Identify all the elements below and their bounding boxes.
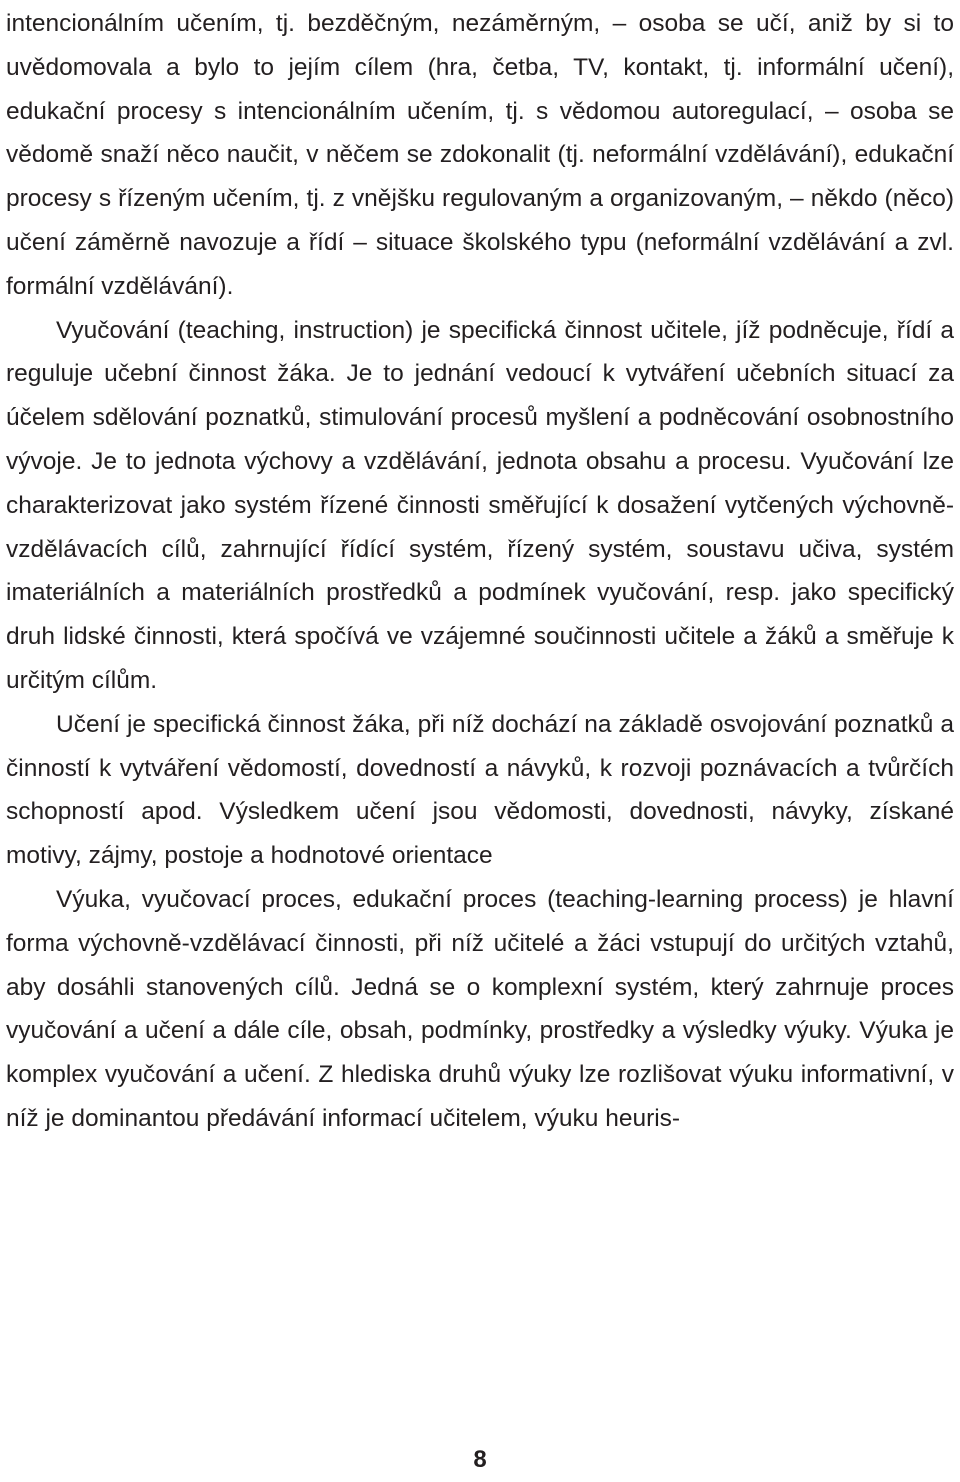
paragraph-learning: Učení je specifická činnost žáka, při níž dochází na základě osvojování poznatků a činností k vytváření vědomostí, dovedností a návyků, k rozvoji poznávacích a tvůrčích schopností apod. Výsledkem učení jsou vědomosti, dovednosti, návyky, získané motivy, zájmy, postoje a hodnotové orientace [6, 710, 954, 870]
page-number: 8 [473, 1446, 487, 1473]
paragraph-intentional-learning: intencionálním učením, tj. bezděčným, nezáměrným, – osoba se učí, aniž by si to uvědomovala a bylo to jejím cílem (hra, četba, TV, kontakt, tj. informální učení), edukační procesy s intencionálním učením, tj. s vědomou autoregulací, – osoba se vědomě snaží něco naučit, v něčem se zdokonalit (tj. neformální vzdělávání), edukační procesy s řízeným učením, tj. z vnějšku regulovaným a organizovaným, – někdo (něco) učení záměrně navozuje a řídí – situace školského typu (neformální vzdělávání a zvl. formální vzdělávání). [6, 10, 954, 300]
paragraph-teaching: Vyučování (teaching, instruction) je specifická činnost učitele, jíž podněcuje, řídí a reguluje učební činnost žáka. Je to jednání vedoucí k vytváření učebních situací za účelem sdělování poznatků, stimulování procesů myšlení a podněcování osobnostního vývoje. Je to jednota výchovy a vzdělávání, jednota obsahu a procesu. Vyučování lze charakterizovat jako systém řízené činnosti směřující k dosažení vytčených výchovně-vzdělávacích cílů, zahrnující řídící systém, řízený systém, soustavu učiva, systém imateriálních a materiálních prostředků a podmínek vyučování, resp. jako specifický druh lidské činnosti, která spočívá ve vzájemné součinnosti učitele a žáků a směřuje k určitým cílům. [6, 316, 954, 694]
paragraph-instruction-process: Výuka, vyučovací proces, edukační proces (teaching-learning process) je hlavní forma výchovně-vzdělávací činnosti, při níž učitelé a žáci vstupují do určitých vztahů, aby dosáhli stanovených cílů. Jedná se o komplexní systém, který zahrnuje proces vyučování a učení a dále cíle, obsah, podmínky, prostředky a výsledky výuky. Výuka je komplex vyučování a učení. Z hlediska druhů výuky lze rozlišovat výuku informativní, v níž je dominantou předávání informací učitelem, výuku heuris- [6, 885, 954, 1132]
